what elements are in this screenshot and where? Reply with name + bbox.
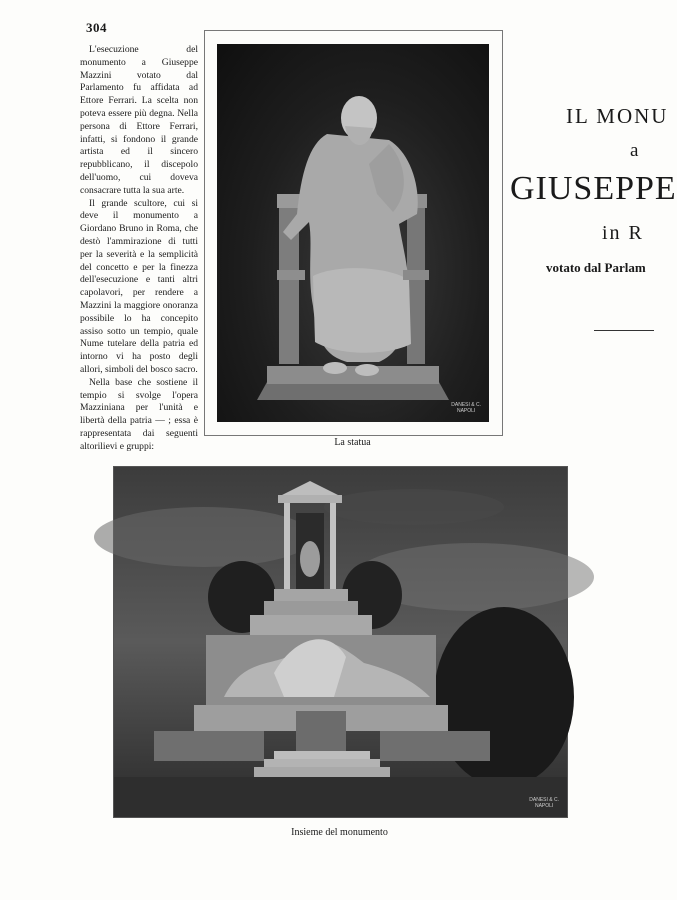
title-line: a: [630, 140, 639, 161]
statue-illustration: [217, 44, 489, 422]
credit-line: DANESI & C.: [451, 402, 481, 408]
statue-photo: [217, 44, 489, 422]
statue-caption: La statua: [334, 437, 371, 448]
title-line: in R: [602, 222, 644, 244]
article-title: [500, 100, 677, 335]
title-line: votato dal Parlam: [546, 260, 646, 275]
credit-line: NAPOLI: [534, 803, 554, 809]
monument-photo-credit: [529, 797, 559, 809]
credit-line: DANESI & C.: [529, 797, 559, 803]
title-line: IL MONU: [566, 104, 669, 128]
monument-photo: [113, 466, 568, 818]
statue-photo-credit: [451, 402, 481, 414]
monument-caption: Insieme del monumento: [291, 827, 388, 838]
credit-line: NAPOLI: [456, 408, 476, 414]
article-paragraph: Nella base che sostiene il tempio si svolge l'opera Mazziniana per l'unità e libertà della patria — ; essa è rappresentata dai seguenti altorilievi e gruppi:: [80, 376, 198, 452]
monument-illustration: [114, 467, 567, 817]
page-number: 304: [86, 20, 107, 35]
article-paragraph: Il grande scultore, cui si deve il monumento a Giordano Bruno in Roma, che destò l'ammirazione di tutti per la severità e la semplicità del concetto e per la finezza dell'esecuzione e tanti altri capolavori, per rendere a Mazzini la maggiore onoranza possibile lo ha concepito assiso sotto un tempio, quale Nume tutelare della patria ed intorno vi ha posto degli allori, simboli del bosco sacro.: [80, 197, 198, 375]
title-line: GIUSEPPE: [510, 170, 677, 207]
title-rule: [594, 330, 654, 331]
statue-figure: [204, 30, 503, 436]
article-text: [80, 44, 198, 454]
article-paragraph: L'esecuzione del monumento a Giuseppe Mazzini votato dal Parlamento fu affidata ad Ettore Ferrari. La scelta non poteva essere più degna. Nella persona di Ettore Ferrari, infatti, si fondono il grande artista ed il sincero repubblicano, il discepolo dell'uomo, cui doveva consacrare tutta la sua arte.: [80, 44, 198, 196]
